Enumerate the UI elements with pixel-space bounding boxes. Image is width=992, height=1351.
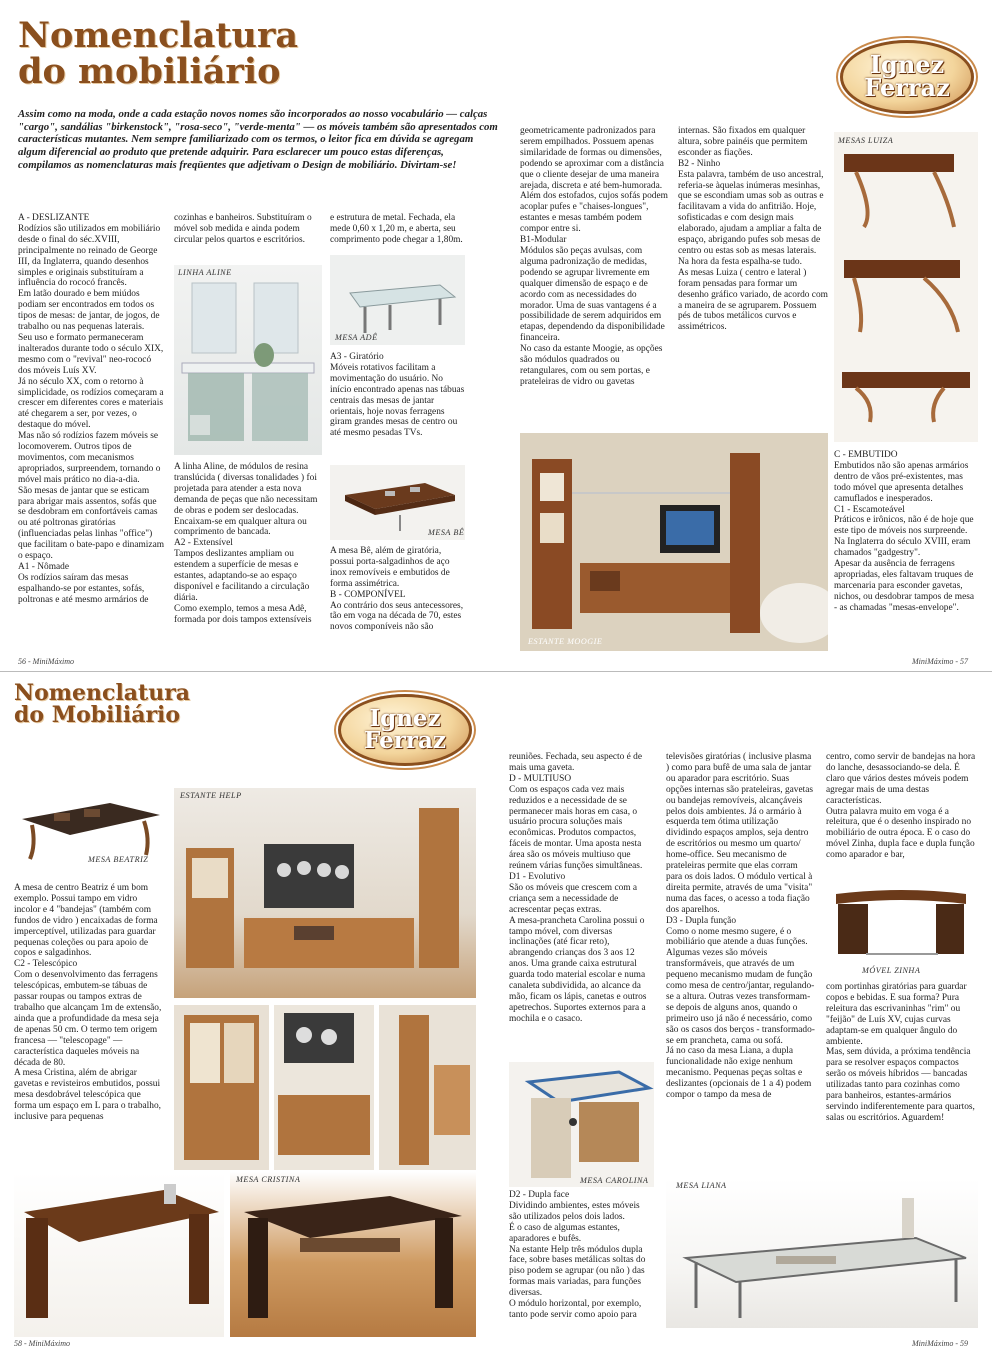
mesa-liana-illustration (666, 1178, 978, 1328)
top-col3-top: e estrutura de metal. Fechada, ela mede 0,60 x 1,20 m, e aberta, seu comprimento pode chegar a 1,80m. (330, 213, 463, 245)
mesa-cristina-illustration-1 (14, 1172, 224, 1337)
estante-help-illustration (174, 788, 476, 998)
caption-mesa-carolina: MESA CAROLINA (580, 1176, 649, 1185)
spread-divider (0, 671, 992, 672)
mesa-ade-illustration (330, 255, 465, 345)
top-col3-mid: A3 - Giratório Móveis rotativos facilitam a movimentação do usuário. No início encontrado apenas nas tábuas centrais das mesas de jantar orientais, hoje novas ferragens giram grandes mesas de centro ou até mesmo pesadas TVs. (330, 352, 465, 439)
top-title (18, 15, 299, 92)
caption-linha-aline: LINHA ALINE (178, 268, 232, 277)
caption-mesa-be: MESA BÊ (428, 528, 465, 537)
bottom-col2b: D2 - Dupla face Dividindo ambientes, estes móveis são utilizados pelos dois lados. É o caso de algumas estantes, aparadores e bufês. Na estante Help três módulos dupla face, sobre bases metálicas soltas do piso podem se agrupar (ou não ) das formas mais variadas, para funções diversas. O módulo horizontal, por exemplo, tanto pode servir como apoio para (509, 1190, 646, 1320)
bottom-col4-bottom: com portinhas giratórias para guardar copos e bebidas. E sua forma? Pura releitura das escrivaninhas "rim" ou "feijão" de Luís XV, cujas curvas adaptam-se em qualquer ângulo do ambiente. Mas, sem dúvida, a próxima tendência para se resolver espaços compactos serão os móveis híbridos — bancadas utilizadas tanto para cozinhas como para banheiros, estantes-armários servindo indiferentemente para quartos, salas ou escritórios. Aguardem! (826, 982, 975, 1123)
top-col2-bottom: A linha Aline, de módulos de resina translúcida ( diversas tonalidades ) foi projetada para atender a esta nova demanda de peças que não necessitam de obras e podem ser deslocadas. Encaixam-se em qualquer altura ou comprimento de bancada. A2 - Extensível Tampos deslizantes ampliam ou estendem a superfície de mesas e estantes, adaptando-se ao espaço disponível e facilitando a circulação diária. Como exemplo, temos a mesa Adê, formada por dois tampos extensíveis (174, 462, 318, 625)
mesa-carolina-photo (509, 1062, 654, 1187)
bottom-logo-line2: Ferraz (364, 727, 446, 754)
estante-help-detail-3-illustration (379, 1005, 476, 1170)
caption-mesa-ade: MESA ADÊ (335, 333, 378, 342)
top-logo-line1: Ignez (869, 50, 945, 80)
caption-estante-help: ESTANTE HELP (180, 791, 242, 800)
bottom-col4-top: centro, como servir de bandejas na hora do lanche, desassociando-se dela. É claro que vários destes móveis podem agregar mais de uma destas características. Outra palavra muito em voga é a releitura, que é o desenho inspirado no mobiliário de outra época. E o caso do móvel Zinha, dupla face e dupla função como aparador e bar, (826, 752, 976, 861)
top-col4: geometricamente padronizados para serem empilhados. Possuem apenas similaridade de formas ou dimensões, podendo se aproximar com a distância que o cliente desejar de uma maneira arejada, discreta e até bem-humorada. Além dos estofados, cujos sofás podem acoplar pufes e "chaises-longues", estantes e mesas também podem compor entre si. B1-Modular Módulos são peças avulsas, com alguma padronização de medidas, podendo se agrupar livremente em qualquer dimensão de espaço e de acordo com as necessidades do morador. Uma de suas vantagens é a possibilidade de serem adquiridos em etapas, dependendo da disponibilidade financeira. No caso da estante Moogie, as opções são módulos quadrados ou retangulares, com ou sem portas, e prateleiras de vidro ou gavetas (520, 126, 668, 387)
top-intro: Assim como na moda, onde a cada estação novos nomes são incorporados ao nosso vocabulário — calças "cargo", sandálias "birkenstock", "rosa-seco", "verde-menta" — os móveis também são apresentados com características mutantes. Nem sempre familiarizado com os termos, o leitor fica em dúvida se agregam algum diferencial ao produto que pretende adquirir. Para esclarecer um pouco estas diferenças, compilamos as nomenclaturas mais freqüentes que adjetivam o Design de mobiliário. Divirtam-se! (18, 108, 498, 171)
caption-mesas-luiza: MESAS LUIZA (838, 136, 894, 145)
mesa-ade-photo (330, 255, 465, 345)
caption-movel-zinha: MÓVEL ZINHA (862, 966, 921, 975)
mesa-cristina-photo-2 (230, 1172, 476, 1337)
top-col5: internas. São fixados em qualquer altura, sobre painéis que permitem esconder as fiações. B2 - Ninho Esta palavra, também de uso ancestral, referia-se àquelas inúmeras mesinhas, que se escondiam umas sob as outras e facilitavam a vida do anfitrião. Hoje, sofisticadas e com design mais elaborado, ajudam a ampliar a falta de espaço, abrigando pufes sob mesas de centro ou estas sob as mesas laterais. Na hora da festa espalha-se tudo. As mesas Luiza ( centro e lateral ) foram pensadas para formar um desenho gráfico variado, de acordo com a maneira de se agruparem. Possuem pés de tubos metálicos curvos e assimétricos. (678, 126, 828, 333)
linha-aline-illustration (174, 265, 322, 455)
top-col2-top: cozinhas e banheiros. Substituíram o móvel sob medida e ainda podem circular pelos quartos e escritórios. (174, 213, 312, 245)
estante-help-detail-2-illustration (274, 1005, 374, 1170)
bottom-footer-right: MiniMáximo - 59 (912, 1339, 968, 1348)
mesa-cristina-photo-1 (14, 1172, 224, 1337)
top-col3-bottom: A mesa Bê, além de giratória, possui porta-salgadinhos de aço inox removíveis e embutidos de forma assimétrica. B - COMPONÍVEL Ao contrário dos seus antecessores, tão em voga na década de 70, estes novos componíveis não são (330, 546, 464, 633)
bottom-title (14, 682, 190, 727)
mesa-liana-photo (666, 1178, 978, 1328)
estante-moogie-illustration (520, 433, 828, 651)
caption-mesa-liana: MESA LIANA (676, 1181, 727, 1190)
estante-moogie-photo (520, 433, 828, 651)
caption-mesa-cristina: MESA CRISTINA (236, 1175, 301, 1184)
bottom-logo (338, 694, 472, 766)
caption-mesa-beatriz: MESA BEATRIZ (88, 855, 149, 864)
estante-help-detail-1-illustration (174, 1005, 269, 1170)
mesas-luiza-illustration (834, 132, 978, 442)
estante-help-detail-3 (379, 1005, 476, 1170)
movel-zinha-photo (826, 884, 978, 964)
bottom-footer-left: 58 - MiniMáximo (14, 1339, 70, 1348)
bottom-logo-line1: Ignez (369, 705, 441, 733)
top-title-line1: Nomenclatura (18, 15, 299, 56)
bottom-col1: A mesa de centro Beatriz é um bom exemplo. Possui tampo em vidro incolor e 4 "bandejas" (também com fundos de vidro ) encaixadas de forma imperceptível, utilizadas para guardar pequenas coleções ou para apoio de copos e salgadinhos. C2 - Telescópico Com o desenvolvimento das ferragens telescópicas, embutem-se tábuas de passar roupas ou tampos extras de trabalho que alcançam 1m de extensão, ainda que a profundidade da mesa seja de apenas 50 cm. O termo tem origem francesa — "telescopage" — característica daqueles móveis na década de 80. A mesa Cristina, além de abrigar gavetas e revisteiros embutidos, possui mesa desdobrável telescópica que forma um espaço em L para o trabalho, inclusive para pequenas (14, 883, 162, 1123)
estante-help-photo (174, 788, 476, 998)
caption-estante-moogie: ESTANTE MOOGIE (528, 637, 603, 646)
top-logo (840, 40, 974, 114)
bottom-col2: reuniões. Fechada, seu aspecto é de mais uma gaveta. D - MULTIUSO Com os espaços cada vez mais reduzidos e a necessidade de se permanecer mais horas em casa, o usuário procura soluções mais econômicas. Produtos compactos, fáceis de montar. Uma aposta nesta área são os móveis multiuso que reúnem várias funções simultâneas. D1 - Evolutivo São os móveis que crescem com a criança sem a necessidade de acrescentar peças extras. A mesa-prancheta Carolina possui o tampo móvel, com diversas inclinações (até ficar reto), abrangendo crianças dos 3 aos 12 anos. Uma grande caixa estrutural guarda todo material escolar e numa canaleta subdividida, ao alcance da mão, ficam os lápis, canetas e outros apetrechos. Suportes externos para a mochila e o casaco. (509, 752, 647, 1024)
mesa-carolina-illustration (509, 1062, 654, 1187)
top-col1: A - DESLIZANTE Rodízios são utilizados em mobiliário desde o final do séc.XVIII, principalmente no reinado de George III, da Inglaterra, quando desenhos simples e originais substituíram a influência do rococó francês. Em latão dourado e bem miúdos podiam ser encontrados em todos os tipos de mesas: de jantar, de jogos, de trabalho ou nas pequenas laterais. Seu uso e formato permaneceram inalterados durante todo o século XIX, mesmo com o "revival" neo-rococó dos móveis Luís XV. Já no século XX, com o retorno à simplicidade, os rodízios começaram a crescer em diferentes cores e materiais até chegarem a ser, por vezes, o destaque do móvel. Mas não só rodízios fazem móveis se locomoverem. Outros tipos de movimentos, com mecanismos apropriados, surpreendem, tornando o móvel mais prático no dia-a-dia. São mesas de jantar que se esticam para abrigar mais assentos, sofás que se desdobram em confortáveis camas ou até poltronas giratórias (influenciadas pelas linhas "office") que facilitam o bate-papo e dinamizam o espaço. A1 - Nômade Os rodízios saíram das mesas espalhando-se por estantes, sofás, poltronas e até mesmo armários de (18, 213, 165, 605)
linha-aline-photo (174, 265, 322, 455)
top-logo-line2: Ferraz (864, 73, 950, 102)
top-footer-left: 56 - MiniMáximo (18, 657, 74, 666)
estante-help-detail-2 (274, 1005, 374, 1170)
top-col6: C - EMBUTIDO Embutidos não são apenas armários dentro de vãos pré-existentes, mas todo móvel que apresenta detalhes camuflados e inesperados. C1 - Escamoteável Práticos e irônicos, não é de hoje que este tipo de móveis nos surpreende. Na Inglaterra do século XVIII, eram chamados "gadgestry". Apesar da ausência de ferragens apropriadas, eles faltavam truques de marcenaria para esconder gavetas, nichos, ou desdobrar tampos de mesa - as chamadas "mesas-envelope". (834, 450, 975, 613)
top-footer-right: MiniMáximo - 57 (912, 657, 968, 666)
bottom-title-line2: do Mobiliário (14, 702, 181, 729)
mesa-cristina-illustration-2 (230, 1172, 476, 1337)
bottom-col3: televisões giratórias ( inclusive plasma ) como para bufê de uma sala de jantar ou aparador para escritório. Suas opções internas são prateleiras, gavetas ou bandejas removíveis, alcançáveis pelos dois ambientes. Já o armário à esquerda tem ótima utilização dividindo espaços amplos, seja dentro de escritórios ou mesmo um quarto/ home-office. Seu mecanismo de prateleiras permite que elas corram para os dois lados. O módulo vertical à direita permite, através de uma "visita" numa das faces, o acesso a toda fiação dos aparelhos. D3 - Dupla função Como o nome mesmo sugere, é o mobiliário que atende a duas funções. Algumas vezes são móveis transformáveis, que através de um pequeno mecanismo mudam de função como mesa de centro/jantar, regulando-se a altura. Outras vezes transformam-se depois de alguns anos, quando o primeiro uso já não é necessário, como são os casos dos berços - transformado-se em prancheta, cama ou sofá. Já no caso da mesa Liana, a dupla funcionalidade não exige nenhum mecanismo. Pequenas peças soltas e deslizantes (opcionais de 1 a 4) podem compor o tampo da mesa de (666, 752, 815, 1101)
bottom-title-line1: Nomenclatura (14, 680, 191, 706)
top-title-line2: do mobiliário (18, 50, 281, 92)
movel-zinha-illustration (826, 884, 978, 964)
mesas-luiza-photo (834, 132, 978, 442)
estante-help-detail-1 (174, 1005, 269, 1170)
